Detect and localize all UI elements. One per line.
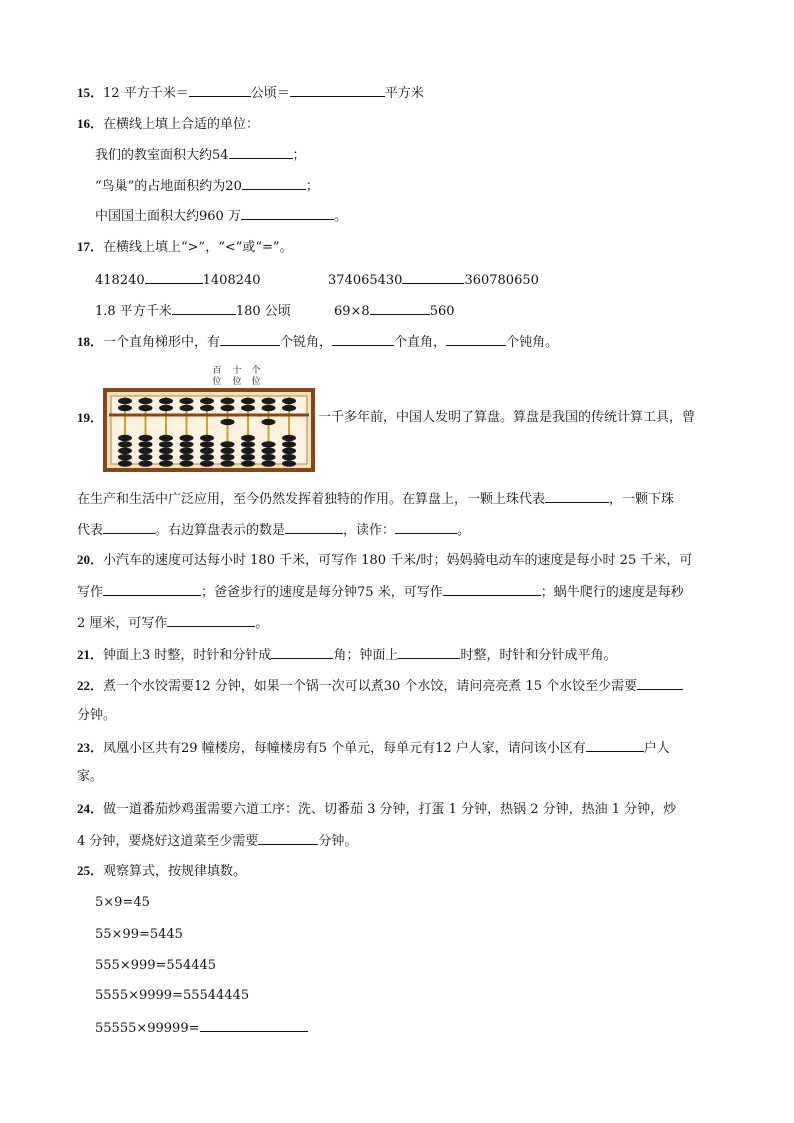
- question-number: 16．: [77, 116, 104, 131]
- answer-blank[interactable]: [189, 84, 251, 97]
- abacus-figure: [103, 366, 315, 472]
- abacus-bead: [200, 405, 214, 411]
- abacus-bead: [139, 398, 153, 404]
- abacus-bead: [159, 448, 173, 454]
- question-16-line-c: 中国国土面积大约960 万 。: [95, 209, 347, 224]
- answer-blank[interactable]: [258, 832, 318, 845]
- abacus-bead: [262, 441, 276, 447]
- answer-blank[interactable]: [395, 521, 457, 534]
- abacus-bead: [221, 405, 235, 411]
- abacus-bead: [118, 405, 132, 411]
- abacus-bead: [282, 454, 296, 460]
- abacus-bead: [282, 405, 296, 411]
- equation: 55555×99999=: [95, 1019, 308, 1037]
- compare-2: 374065430 360780650: [328, 273, 539, 288]
- answer-blank[interactable]: [586, 739, 644, 752]
- answer-blank[interactable]: [402, 271, 464, 284]
- abacus-bead: [262, 398, 276, 404]
- answer-blank[interactable]: [446, 333, 506, 346]
- question-number: 23．: [77, 740, 104, 755]
- question-19-text2: 在生产和生活中广泛应用，至今仍然发挥着独特的作用。在算盘上，一颗上珠代表 ，一颗下珠: [77, 492, 675, 507]
- question-16-stem: 16．在横线上填上合适的单位：: [77, 116, 260, 132]
- abacus-bead: [159, 435, 173, 441]
- question-16-line-a: 我们的教室面积大约54 ；: [95, 148, 306, 163]
- abacus-bead: [139, 448, 153, 454]
- abacus-bead: [200, 435, 214, 441]
- abacus-bead: [159, 441, 173, 447]
- question-number: 19．: [77, 410, 104, 425]
- question-22-line2: 分钟。: [77, 708, 117, 723]
- answer-blank[interactable]: [242, 177, 306, 190]
- answer-blank[interactable]: [200, 1019, 308, 1032]
- abacus-bead: [118, 441, 132, 447]
- question-19-text1: 一千多年前，中国人发明了算盘。算盘是我国的传统计算工具，曾: [318, 410, 696, 425]
- answer-blank[interactable]: [370, 302, 430, 315]
- abacus-bead: [118, 454, 132, 460]
- abacus-bead: [118, 448, 132, 454]
- abacus-bead: [159, 398, 173, 404]
- abacus-bead: [180, 435, 194, 441]
- question-22-line1: 22．煮一个水饺需要12 分钟，如果一个锅一次可以煮30 个水饺，请问亮亮煮 15 个水饺至少需要: [77, 677, 683, 695]
- abacus-bead: [200, 460, 214, 466]
- abacus-bead: [180, 441, 194, 447]
- abacus-bead: [221, 441, 235, 447]
- abacus-bead: [200, 448, 214, 454]
- abacus-bead: [200, 441, 214, 447]
- compare-3: 1.8 平方千米 180 公顷: [95, 304, 291, 319]
- abacus-bead: [200, 398, 214, 404]
- answer-blank[interactable]: [271, 646, 333, 659]
- answer-blank[interactable]: [285, 521, 343, 534]
- answer-blank[interactable]: [167, 614, 255, 627]
- question-number: 21．: [77, 647, 104, 662]
- answer-blank[interactable]: [229, 146, 293, 159]
- abacus-bead: [221, 460, 235, 466]
- abacus-bead: [139, 460, 153, 466]
- abacus-bead: [221, 454, 235, 460]
- abacus-bead: [262, 460, 276, 466]
- answer-blank[interactable]: [398, 646, 460, 659]
- abacus-bead: [282, 460, 296, 466]
- answer-blank[interactable]: [545, 490, 609, 503]
- question-20-line1: 20．小汽车的速度可达每小时 180 千米，可写作 180 千米/时；妈妈骑电动车的速度是每小时 25 千米，可: [77, 552, 693, 568]
- question-number: 22．: [77, 678, 104, 693]
- answer-blank[interactable]: [103, 521, 155, 534]
- abacus-bead: [180, 454, 194, 460]
- abacus-bead: [139, 405, 153, 411]
- place-value-labels: 百 位 十 位 个 位: [212, 366, 261, 387]
- question-18: 18．一个直角梯形中，有 个锐角， 个直角， 个钝角。: [77, 334, 559, 350]
- abacus-bead: [118, 435, 132, 441]
- question-15: 15．12 平方千米＝ 公顷＝ 平方米: [77, 85, 424, 101]
- equation: 555×999=554445: [95, 958, 217, 973]
- question-number: 20．: [77, 552, 104, 567]
- compare-1: 418240 1408240: [95, 273, 261, 288]
- abacus-bead: [180, 448, 194, 454]
- question-23-line2: 家。: [77, 769, 104, 784]
- question-number: 15．: [77, 85, 104, 100]
- question-17-stem: 17．在横线上填上“>”，“<”或“=”。: [77, 239, 293, 255]
- abacus-bead: [139, 441, 153, 447]
- question-20-line3: 2 厘米，可写作 。: [77, 616, 269, 631]
- abacus-bead: [118, 460, 132, 466]
- question-24-line2: 4 分钟，要烧好这道菜至少需要 分钟。: [77, 834, 358, 849]
- answer-blank[interactable]: [241, 207, 334, 220]
- abacus-bead: [241, 435, 255, 441]
- abacus-bead: [180, 460, 194, 466]
- abacus-bead: [139, 454, 153, 460]
- abacus-bead: [221, 398, 235, 404]
- abacus-bead: [282, 435, 296, 441]
- equation: 55×99=5445: [95, 927, 183, 942]
- question-number: 18．: [77, 334, 104, 349]
- answer-blank[interactable]: [103, 583, 201, 596]
- abacus-bead: [241, 405, 255, 411]
- abacus-bead: [118, 398, 132, 404]
- answer-blank[interactable]: [220, 333, 280, 346]
- abacus-bead: [159, 460, 173, 466]
- abacus-bead: [221, 419, 235, 425]
- question-24-line1: 24．做一道番茄炒鸡蛋需要六道工序：洗、切番茄 3 分钟，打蛋 1 分钟，热锅 2 分钟，热油 1 分钟，炒: [77, 801, 677, 817]
- compare-4: 69×8 560: [334, 304, 455, 319]
- abacus-bead: [262, 454, 276, 460]
- question-19-text3: 代表 。右边算盘表示的数是 ，读作： 。: [77, 523, 471, 538]
- abacus-bead: [139, 435, 153, 441]
- question-number: 24．: [77, 801, 104, 816]
- answer-blank[interactable]: [290, 84, 385, 97]
- abacus-icon: [103, 388, 315, 472]
- answer-blank[interactable]: [637, 677, 683, 690]
- question-16-line-b: “鸟巢”的占地面积约为20 ；: [95, 179, 319, 194]
- abacus-bead: [241, 460, 255, 466]
- abacus-bead: [282, 441, 296, 447]
- abacus-bead: [200, 454, 214, 460]
- abacus-bead: [262, 448, 276, 454]
- abacus-bead: [180, 405, 194, 411]
- question-21: 21．钟面上3 时整，时针和分针成 角；钟面上 时整，时针和分针成平角。: [77, 647, 617, 663]
- answer-blank[interactable]: [443, 583, 541, 596]
- question-number: 17．: [77, 239, 104, 254]
- abacus-bead: [262, 405, 276, 411]
- abacus-bead: [282, 398, 296, 404]
- abacus-bead: [241, 441, 255, 447]
- abacus-bead: [241, 448, 255, 454]
- equation: 5×9=45: [95, 895, 150, 910]
- question-23-line1: 23．凤凰小区共有29 幢楼房，每幢楼房有5 个单元，每单元有12 户人家，请问该小区有 户人: [77, 740, 670, 756]
- question-20-line2: 写作 ；爸爸步行的速度是每分钟75 米，可写作 ；蜗牛爬行的速度是每秒: [77, 585, 684, 600]
- abacus-bead: [159, 405, 173, 411]
- question-19-number: [77, 410, 103, 427]
- abacus-bead: [221, 448, 235, 454]
- abacus-bead: [262, 419, 276, 425]
- answer-blank[interactable]: [145, 271, 203, 284]
- abacus-bead: [159, 454, 173, 460]
- question-number: 25．: [77, 863, 104, 878]
- answer-blank[interactable]: [172, 302, 236, 315]
- abacus-bead: [282, 448, 296, 454]
- abacus-bead: [241, 454, 255, 460]
- equation: 5555×9999=55544445: [95, 988, 250, 1003]
- question-25-stem: 25．观察算式，按规律填数。: [77, 863, 247, 879]
- answer-blank[interactable]: [332, 333, 394, 346]
- abacus-bead: [180, 398, 194, 404]
- abacus-bead: [241, 398, 255, 404]
